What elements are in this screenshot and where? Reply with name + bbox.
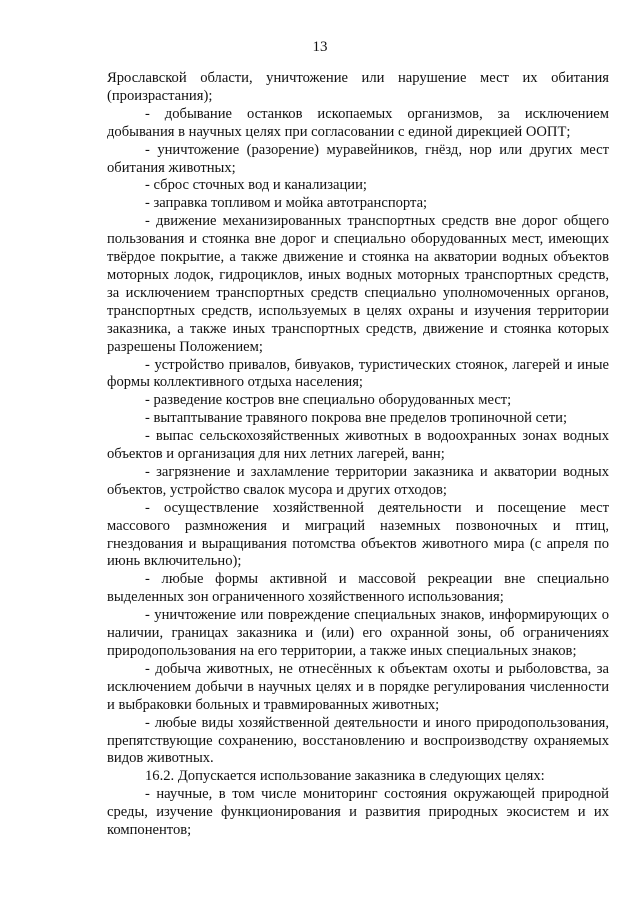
paragraph: Ярославской области, уничтожение или нарушение мест их обитания (произрастания); [107, 70, 609, 104]
paragraph: - движение механизированных транспортных средств вне дорог общего пользования и стоянка вне дорог и специально оборудованных мест, имеющих твёрдое покрытие, а также движение и стоянка на акватории водных объектов моторных лодок, гидроциклов, иных водных моторных транспортных средств, за исключением транспортных средств специально уполномоченных органов, транспортных средств, используемых в целях охраны и изучения территории заказника, а также иных транспортных средств, движение и стоянка которых разрешены Положением; [107, 213, 609, 355]
paragraph: - добыча животных, не отнесённых к объектам охоты и рыболовства, за исключением добычи в научных целях и в порядке регулирования численности и выбраковки больных и травмированных животных; [107, 660, 609, 713]
paragraph: - осуществление хозяйственной деятельности и посещение мест массового размножения и миграций наземных позвоночных и птиц, гнездования и выращивания потомства объектов животного мира (с апреля по июнь включительно); [107, 499, 609, 570]
paragraph: - вытаптывание травяного покрова вне пределов тропиночной сети; [145, 410, 568, 427]
paragraph: - выпас сельскохозяйственных животных в водоохранных зонах водных объектов и организация для них летних лагерей, ванн; [107, 428, 609, 463]
paragraph: - научные, в том числе мониторинг состояния окружающей природной среды, изучение функционирования и развития природных экосистем и их компонентов; [107, 786, 609, 839]
paragraph: - добывание останков ископаемых организмов, за исключением добывания в научных целях при согласовании с единой дирекцией ООПТ; [107, 105, 609, 140]
paragraph: - любые формы активной и массовой рекреации вне специально выделенных зон ограниченного хозяйственного использования; [107, 571, 609, 606]
page-number: 13 [312, 39, 328, 55]
paragraph: - уничтожение (разорение) муравейников, гнёзд, нор или других мест обитания животных; [107, 141, 609, 176]
paragraph: - сброс сточных вод и канализации; [145, 177, 367, 194]
paragraph: - заправка топливом и мойка автотранспорта; [145, 195, 428, 212]
paragraph: - уничтожение или повреждение специальных знаков, информирующих о наличии, границах заказника и (или) его охранной зоны, об ограничениях природопользования на его территории, а также иных специальных знаков; [107, 607, 609, 659]
paragraph: 16.2. Допускается использование заказника в следующих целях: [145, 768, 545, 785]
paragraph: - любые виды хозяйственной деятельности и иного природопользования, препятствующие сохранению, восстановлению и воспроизводству охраняемых видов животных. [107, 714, 609, 767]
paragraph: - устройство привалов, бивуаков, туристических стоянок, лагерей и иные формы коллективного отдыха населения; [107, 356, 609, 391]
document-body [107, 70, 609, 840]
paragraph: - разведение костров вне специально оборудованных мест; [145, 392, 512, 409]
paragraph: - загрязнение и захламление территории заказника и акватории водных объектов, устройство свалок мусора и других отходов; [107, 463, 609, 498]
